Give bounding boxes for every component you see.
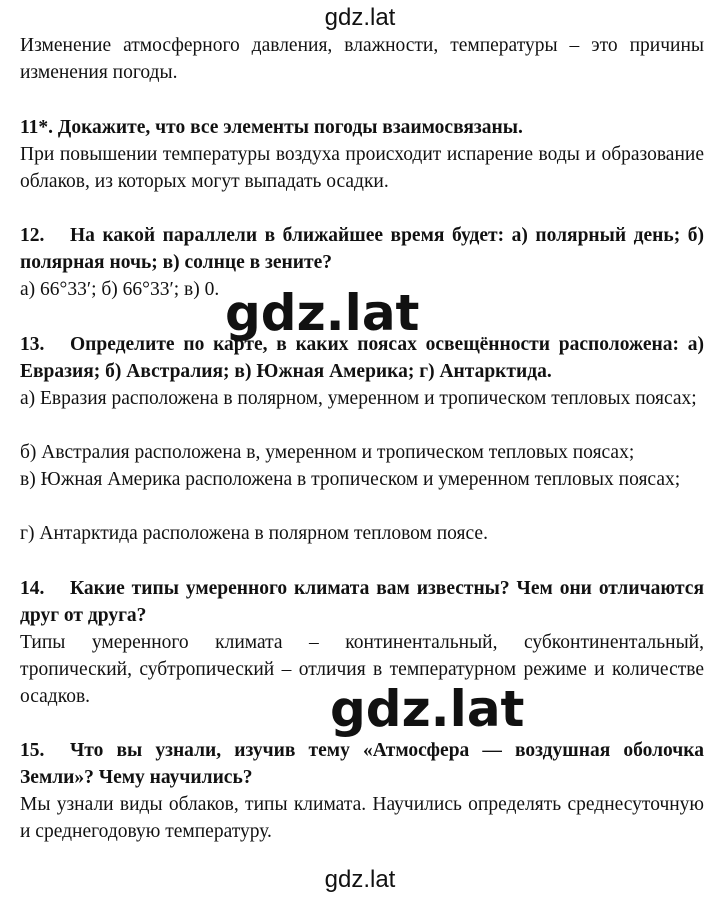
answer-15: Мы узнали виды облаков, типы климата. Научились определять среднесуточную и среднегодовую температуру. xyxy=(20,794,704,842)
question-15-number: 15. xyxy=(20,740,45,761)
question-13-number: 13. xyxy=(20,334,45,355)
question-13-text: Определите по карте, в каких поясах освещённости расположена: а) Евразия; б) Австралия; в) Южная Америка; г) Антарктида. xyxy=(20,334,704,382)
intro-text: Изменение атмосферного давления, влажности, температуры – это причины изменения погоды. xyxy=(20,35,704,83)
answer-14: Типы умеренного климата – континентальный, субконтинентальный, тропический, субтропический – отличия в температурном режиме и количестве осадков. xyxy=(20,632,704,707)
question-15-text: Что вы узнали, изучив тему «Атмосфера — воздушная оболочка Земли»? Чему научились? xyxy=(20,740,704,788)
answer-13-b: б) Австралия расположена в, умеренном и тропическом тепловых поясах; xyxy=(20,442,635,463)
question-12-text: На какой параллели в ближайшее время будет: а) полярный день; б) полярная ночь; в) солнце в зените? xyxy=(20,225,704,273)
question-14-number: 14. xyxy=(20,578,45,599)
watermark-bottom: gdz.lat xyxy=(324,866,396,893)
watermark-middle-1: gdz.lat xyxy=(225,284,420,342)
question-14-text: Какие типы умеренного климата вам известны? Чем они отличаются друг от друга? xyxy=(20,578,704,626)
question-11: 11*. Докажите, что все элементы погоды взаимосвязаны. xyxy=(20,117,523,138)
answer-13-c: в) Южная Америка расположена в тропическом и умеренном тепловых поясах; xyxy=(20,469,681,490)
question-14 xyxy=(20,575,704,629)
answer-13-a: а) Евразия расположена в полярном, умеренном и тропическом тепловых поясах; xyxy=(20,388,697,409)
question-12-number: 12. xyxy=(20,225,45,246)
question-12 xyxy=(20,222,704,276)
watermark-middle-2: gdz.lat xyxy=(330,680,525,738)
question-15 xyxy=(20,737,704,791)
answer-13-d: г) Антарктида расположена в полярном тепловом поясе. xyxy=(20,523,488,544)
answer-12: а) 66°33′; б) 66°33′; в) 0. xyxy=(20,279,220,300)
answer-11: При повышении температуры воздуха происходит испарение воды и образование облаков, из которых могут выпадать осадки. xyxy=(20,144,704,192)
watermark-top: gdz.lat xyxy=(324,4,396,31)
